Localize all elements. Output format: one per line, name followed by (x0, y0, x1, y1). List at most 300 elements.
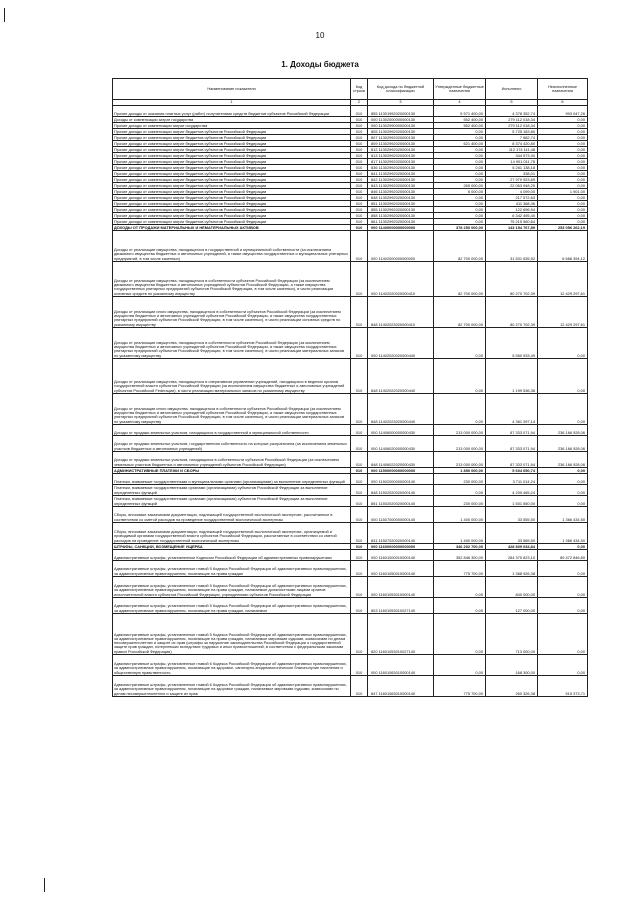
row-executed-cell: 4 209 465,24 (486, 485, 538, 496)
row-approved-cell: 1 850 000,00 (434, 468, 486, 474)
table-row (113, 496, 588, 507)
row-remaining-cell: 0,00 (538, 141, 588, 147)
header-line-code: Код строки (351, 79, 368, 100)
row-name-cell: Доходы от компенсации затрат государства (113, 117, 351, 123)
row-code-cell: 010 (351, 550, 368, 561)
table-row (113, 452, 588, 468)
row-name-cell: Прочие доходы от компенсации затрат бюджетов субъектов Российской Федерации (113, 177, 351, 183)
row-kbk-cell: 000 11302990000000130 (368, 123, 434, 129)
row-executed-cell: 143 154 767,89 (486, 225, 538, 231)
row-kbk-cell: 858 11302992020000130 (368, 213, 434, 219)
row-name-cell: Доходы от реализации имущества, находящегося в собственности субъектов Российской Федерации (за исключением имущества бюджетных и автономных учреждений субъектов Российской Федерации, а также имущества государственных унитарных предприятий субъектов Российской Федерации, в том числе казенных), в части реализации материальных запасов по указанному имуществу (113, 328, 351, 359)
row-name-cell: Прочие доходы от компенсации затрат бюджетов субъектов Российской Федерации (113, 129, 351, 135)
table-row (113, 598, 588, 614)
row-kbk-cell: 000 11600000000000000 (368, 544, 434, 550)
table-row (113, 297, 588, 328)
row-remaining-cell: 236 166 928,06 (538, 436, 588, 452)
row-remaining-cell: 1 366 434,50 (538, 523, 588, 544)
row-approved-cell: 0,00 (434, 485, 486, 496)
table-row (113, 523, 588, 544)
row-approved-cell: 378 250 000,00 (434, 225, 486, 231)
row-approved-cell: 0,00 (434, 195, 486, 201)
table-row (113, 485, 588, 496)
row-name-cell: Платежи, взимаемые государственными органами (организациями) субъектов Российской Федерации за выполнение определенных функций (113, 485, 351, 496)
row-executed-cell: 6 342 495,40 (486, 213, 538, 219)
row-approved-cell: 0,00 (434, 577, 486, 598)
row-code-cell: 010 (351, 485, 368, 496)
row-approved-cell: 0,00 (434, 147, 486, 153)
row-kbk-cell: 820 11601053010027140 (368, 614, 434, 655)
row-approved-cell: 0,00 (434, 129, 486, 135)
row-code-cell: 010 (351, 171, 368, 177)
row-name-cell: Прочие доходы от оказания платных услуг (работ) получателями средств бюджетов субъектов Российской Федерации (113, 106, 351, 117)
row-remaining-cell: 0,00 (538, 183, 588, 189)
row-executed-cell: 33 565,50 (486, 523, 538, 544)
row-code-cell: 010 (351, 655, 368, 676)
row-name-cell: Прочие доходы от компенсации затрат бюджетов субъектов Российской Федерации (113, 183, 351, 189)
row-name-cell: Доходы от реализации имущества, находящегося в собственности субъектов Российской Федерации (за исключением движимого имущества бюджетных и автономных учреждений субъектов Российской Федерации, а также имущества государственных унитарных предприятий субъектов Российской Федерации, в том числе казенных), в части реализации основных средств по указанному имуществу (113, 262, 351, 297)
row-remaining-cell: 0,00 (538, 468, 588, 474)
row-kbk-cell: 803 11601053010027140 (368, 598, 434, 614)
row-remaining-cell: 0,00 (538, 394, 588, 425)
row-executed-cell: 840 000,00 (486, 577, 538, 598)
row-kbk-cell: 842 11302992020000130 (368, 177, 434, 183)
row-executed-cell: 1 199 536,36 (486, 359, 538, 394)
row-name-cell: ШТРАФЫ, САНКЦИИ, ВОЗМЕЩЕНИЕ УЩЕРБА (113, 544, 351, 550)
row-name-cell: Прочие доходы от компенсации затрат бюджетов субъектов Российской Федерации (113, 147, 351, 153)
row-executed-cell: 3 711 014,24 (486, 474, 538, 485)
row-approved-cell: 0,00 (434, 614, 486, 655)
row-code-cell: 010 (351, 159, 368, 165)
row-remaining-cell: 0,00 (538, 117, 588, 123)
row-code-cell: 010 (351, 135, 368, 141)
table-row (113, 507, 588, 523)
row-name-cell: Сборы, вносимые заказчиками документации, подлежащей государственной экологической экспертизе, организуемой и проводимой органами государственной власти субъектов Российской Федерации, рассчитанные в соответствии со сметой расходов на проведение государственной экологической экспертизы (113, 523, 351, 544)
row-approved-cell: 5 571 400,00 (434, 106, 486, 117)
row-code-cell: 010 (351, 468, 368, 474)
row-approved-cell: 0,00 (434, 159, 486, 165)
left-margin-mark-bottom (44, 878, 45, 892)
row-remaining-cell: 0,00 (538, 496, 588, 507)
row-executed-cell: 1 368 926,38 (486, 561, 538, 577)
row-name-cell: Прочие доходы от компенсации затрат государства (113, 123, 351, 129)
row-kbk-cell: 855 11301992020000130 (368, 106, 434, 117)
row-remaining-cell: 0,00 (538, 328, 588, 359)
row-approved-cell: 265 000,00 (434, 183, 486, 189)
row-remaining-cell: 993 047,26 (538, 106, 588, 117)
row-remaining-cell: 0,00 (538, 359, 588, 394)
header-indicator-name: Наименование показателя (113, 79, 351, 100)
row-name-cell: Прочие доходы от компенсации затрат бюджетов субъектов Российской Федерации (113, 189, 351, 195)
table-row (113, 474, 588, 485)
row-remaining-cell: 515 373,71 (538, 676, 588, 697)
column-number: 2 (351, 100, 368, 106)
row-code-cell: 010 (351, 359, 368, 394)
row-kbk-cell: 851 11502020020000140 (368, 496, 434, 507)
row-name-cell: Прочие доходы от компенсации затрат бюджетов субъектов Российской Федерации (113, 219, 351, 225)
row-code-cell: 010 (351, 106, 368, 117)
row-remaining-cell: 12 429 297,61 (538, 262, 588, 297)
row-remaining-cell: 0,00 (538, 207, 588, 213)
row-kbk-cell: 805 11302992020000130 (368, 129, 434, 135)
row-approved-cell: 0,00 (434, 213, 486, 219)
row-approved-cell: 1 400 000,00 (434, 507, 486, 523)
row-name-cell: Прочие доходы от компенсации затрат бюджетов субъектов Российской Федерации (113, 201, 351, 207)
row-name-cell: Прочие доходы от компенсации затрат бюджетов субъектов Российской Федерации (113, 159, 351, 165)
row-remaining-cell: 0,00 (538, 598, 588, 614)
row-name-cell: ДОХОДЫ ОТ ПРОДАЖИ МАТЕРИАЛЬНЫХ И НЕМАТЕРИАЛЬНЫХ АКТИВОВ (113, 225, 351, 231)
row-name-cell: Доходы от продажи земельных участков, находящихся в собственности субъектов Российской Федерации (за исключением земельных участков бюджетных и автономных учреждений субъектов Российской Федерации) (113, 452, 351, 468)
row-kbk-cell: 848 11302992020000130 (368, 195, 434, 201)
row-name-cell: АДМИНИСТРАТИВНЫЕ ПЛАТЕЖИ И СБОРЫ (113, 468, 351, 474)
row-approved-cell: 0,00 (434, 598, 486, 614)
header-executed: Исполнено (486, 79, 538, 100)
row-kbk-cell: 000 11502000000000140 (368, 474, 434, 485)
row-approved-cell: 230 000,00 (434, 496, 486, 507)
row-executed-cell: 260 326,38 (486, 676, 538, 697)
row-remaining-cell: 0,00 (538, 171, 588, 177)
row-approved-cell: 82 700 000,00 (434, 297, 486, 328)
row-kbk-cell: 000 11406000000000430 (368, 425, 434, 436)
row-remaining-cell: 236 166 928,06 (538, 425, 588, 436)
table-row (113, 262, 588, 297)
row-approved-cell: 1 400 000,00 (434, 523, 486, 544)
row-approved-cell: 0,00 (434, 177, 486, 183)
row-executed-cell: 428 809 034,84 (486, 544, 538, 550)
row-approved-cell: 0,00 (434, 153, 486, 159)
column-number: 3 (368, 100, 434, 106)
row-code-cell: 010 (351, 425, 368, 436)
row-kbk-cell: 848 11502020020000140 (368, 485, 434, 496)
row-executed-cell: 7 682,74 (486, 135, 538, 141)
row-approved-cell: 775 700,00 (434, 676, 486, 697)
row-code-cell: 010 (351, 231, 368, 262)
row-executed-cell: 279 112 018,34 (486, 117, 538, 123)
row-approved-cell: 552 400,00 (434, 123, 486, 129)
row-kbk-cell: 809 11302992020000130 (368, 141, 434, 147)
row-executed-cell: 14 901 011,78 (486, 159, 538, 165)
column-number: 5 (486, 100, 538, 106)
table-row (113, 231, 588, 262)
row-name-cell: Доходы от реализации иного имущества, находящегося в собственности субъектов Российской Федерации (за исключением имущества бюджетных и автономных учреждений субъектов Российской Федерации, а также имущества государственных унитарных предприятий субъектов Российской Федерации, в том числе казенных), в части реализации материальных запасов по указанному имуществу (113, 394, 351, 425)
row-kbk-cell: 000 11402020020000410 (368, 262, 434, 297)
row-remaining-cell: 236 166 928,06 (538, 452, 588, 468)
row-remaining-cell: 0,00 (538, 219, 588, 225)
row-code-cell: 010 (351, 207, 368, 213)
row-code-cell: 010 (351, 201, 368, 207)
table-row (113, 676, 588, 697)
row-kbk-cell: 846 11302992020000130 (368, 189, 434, 195)
row-executed-cell: 8 374 420,80 (486, 141, 538, 147)
row-kbk-cell: 848 11402022020000440 (368, 359, 434, 394)
row-code-cell: 010 (351, 436, 368, 452)
row-remaining-cell: 6 668 394,12 (538, 231, 588, 262)
row-approved-cell: 0,00 (434, 207, 486, 213)
row-executed-cell: 87 333 071,94 (486, 452, 538, 468)
row-name-cell: Административные штрафы, установленные главой 5 Кодекса Российской Федерации об административных правонарушениях, за административные правонарушения, посягающие на права граждан, налагаемые мировыми судьями, комиссиями по делам несовершеннолетних и защите их прав (штрафы за нарушение законодательства Российской Федерации о государственной защите прав граждан, потерпевших вследствие трудовых и иных правоотношений, в соответствии с федеральными законами правил Российской Федерации) (113, 614, 351, 655)
row-remaining-cell: 89 472 846,80 (538, 550, 588, 561)
row-name-cell: Доходы от реализации иного имущества, находящегося в собственности субъектов Российской Федерации (за исключением имущества бюджетных и автономных учреждений субъектов Российской Федерации, а также имущества государственных унитарных предприятий субъектов Российской Федерации, в том числе казенных), в части реализации основных средств по указанному имуществу (113, 297, 351, 328)
row-executed-cell: 5 725 183,80 (486, 129, 538, 135)
row-remaining-cell: 0,00 (538, 123, 588, 129)
row-code-cell: 010 (351, 297, 368, 328)
row-approved-cell: 0,00 (434, 219, 486, 225)
row-executed-cell: 217 572,63 (486, 195, 538, 201)
row-remaining-cell: 0,00 (538, 153, 588, 159)
left-margin-mark (4, 8, 5, 22)
row-approved-cell: 82 700 000,00 (434, 231, 486, 262)
row-code-cell: 010 (351, 153, 368, 159)
row-approved-cell: 775 700,00 (434, 561, 486, 577)
table-row (113, 328, 588, 359)
row-code-cell: 010 (351, 523, 368, 544)
row-code-cell: 010 (351, 474, 368, 485)
row-code-cell: 010 (351, 328, 368, 359)
table-row (113, 359, 588, 394)
column-number: 1 (113, 100, 351, 106)
row-kbk-cell: 843 11302992020000130 (368, 183, 434, 189)
row-code-cell: 010 (351, 544, 368, 550)
budget-revenue-table (112, 78, 588, 697)
row-kbk-cell: 861 11302992020000130 (368, 219, 434, 225)
row-kbk-cell: 836 11302992020000130 (368, 165, 434, 171)
column-number: 6 (538, 100, 588, 106)
row-kbk-cell: 000 11402000000000000 (368, 231, 434, 262)
table-row (113, 614, 588, 655)
row-approved-cell: 0,00 (434, 201, 486, 207)
section-title: 1. Доходы бюджета (281, 60, 359, 69)
row-kbk-cell: 000 11302000000000130 (368, 117, 434, 123)
row-name-cell: Административные штрафы, установленные главой 6 Кодекса Российской Федерации об административных правонарушениях, за административные правонарушения, посягающие на здоровье, санитарно-эпидемиологическое благополучие населения и общественную нравственность (113, 655, 351, 676)
table-row (113, 425, 588, 436)
row-code-cell: 010 (351, 129, 368, 135)
row-remaining-cell: 1 366 434,50 (538, 507, 588, 523)
row-executed-cell: 284 375 823,10 (486, 550, 538, 561)
row-executed-cell: 112 174 111,48 (486, 147, 538, 153)
row-approved-cell: 213 000 000,00 (434, 452, 486, 468)
row-name-cell: Платежи, взимаемые государственными и муниципальными органами (организациями) за выполнение определенных функций (113, 474, 351, 485)
header-approved: Утвержденные бюджетные назначения (434, 79, 486, 100)
table-row (113, 655, 588, 676)
row-code-cell: 010 (351, 123, 368, 129)
row-code-cell: 010 (351, 507, 368, 523)
row-name-cell: Прочие доходы от компенсации затрат бюджетов субъектов Российской Федерации (113, 213, 351, 219)
row-name-cell: Доходы от реализации имущества, находящегося в оперативном управлении учреждений, находящихся в ведении органов государственной власти субъектов Российской Федерации (за исключением имущества бюджетных и автономных учреждений субъектов Российской Federации), в части реализации материальных запасов по указанному имуществу (113, 359, 351, 394)
row-kbk-cell: 000 11601000010000140 (368, 550, 434, 561)
row-kbk-cell: 807 11302992020000130 (368, 135, 434, 141)
row-remaining-cell: 1 901,00 (538, 189, 588, 195)
row-kbk-cell: 841 11302992020000130 (368, 171, 434, 177)
row-code-cell: 010 (351, 189, 368, 195)
row-code-cell: 010 (351, 598, 368, 614)
row-code-cell: 010 (351, 614, 368, 655)
row-code-cell: 010 (351, 213, 368, 219)
row-code-cell: 010 (351, 577, 368, 598)
row-executed-cell: 4 378 352,74 (486, 106, 538, 117)
row-code-cell: 010 (351, 225, 368, 231)
row-executed-cell: 33 555,50 (486, 507, 538, 523)
row-executed-cell: 75 215 560,64 (486, 219, 538, 225)
row-executed-cell: 122 696,94 (486, 207, 538, 213)
row-approved-cell: 0,00 (434, 655, 486, 676)
row-kbk-cell: 848 11402023020000410 (368, 297, 434, 328)
row-executed-cell: 338,01 (486, 171, 538, 177)
row-code-cell: 010 (351, 394, 368, 425)
row-kbk-cell: 000 11507000000000140 (368, 507, 434, 523)
row-approved-cell: 230 000,00 (434, 474, 486, 485)
header-classification-code: Код дохода по бюджетной классификации (368, 79, 434, 100)
row-kbk-cell: 000 11601053010000140 (368, 577, 434, 598)
row-executed-cell: 27 970 923,69 (486, 177, 538, 183)
row-approved-cell: 552 400,00 (434, 117, 486, 123)
row-kbk-cell: 000 11500000000000000 (368, 468, 434, 474)
row-code-cell: 010 (351, 183, 368, 189)
row-kbk-cell: 000 11402020020000440 (368, 328, 434, 359)
row-kbk-cell: 855 11302992020000130 (368, 207, 434, 213)
row-approved-cell: 0,00 (434, 135, 486, 141)
row-executed-cell: 344 573,30 (486, 153, 538, 159)
row-executed-cell: 80 270 702,39 (486, 262, 538, 297)
row-name-cell: Прочие доходы от компенсации затрат бюджетов субъектов Российской Федерации (113, 171, 351, 177)
row-name-cell: Прочие доходы от компенсации затрат бюджетов субъектов Российской Федерации (113, 207, 351, 213)
row-code-cell: 010 (351, 147, 368, 153)
row-code-cell: 010 (351, 195, 368, 201)
revenue-table-container (112, 78, 587, 697)
row-approved-cell: 6 000,00 (434, 189, 486, 195)
row-executed-cell: 411 368,36 (486, 201, 538, 207)
row-remaining-cell: 0,00 (538, 159, 588, 165)
row-name-cell: Доходы от реализации имущества, находящегося в государственной и муниципальной собственности (за исключением движимого имущества бюджетных и автономных учреждений, а также имущества государственных и муниципальных унитарных предприятий, в том числе казенных) (113, 231, 351, 262)
table-row (113, 561, 588, 577)
row-name-cell: Платежи, взимаемые государственными органами (организациями) субъектов Российской Федерации за выполнение определенных функций (113, 496, 351, 507)
row-kbk-cell: 848 11406022020000430 (368, 452, 434, 468)
row-approved-cell: 0,00 (434, 394, 486, 425)
row-remaining-cell: 0,00 (538, 129, 588, 135)
row-name-cell: Административные штрафы, установленные главой 6 Кодекса Российской Федерации об административных правонарушениях, за административные правонарушения, посягающие на здоровье граждан, налагаемые мировыми судьями, комиссиями по делам несовершеннолетних и защите их прав (113, 676, 351, 697)
row-name-cell: Прочие доходы от компенсации затрат бюджетов субъектов Российской Федерации (113, 165, 351, 171)
row-code-cell: 010 (351, 177, 368, 183)
row-executed-cell: 279 112 018,34 (486, 123, 538, 129)
row-remaining-cell: 0,00 (538, 577, 588, 598)
table-row (113, 394, 588, 425)
row-executed-cell: 87 333 071,94 (486, 436, 538, 452)
page-number: 10 (315, 31, 325, 40)
header-remaining: Неисполненные назначения (538, 79, 588, 100)
row-executed-cell: 127 000,00 (486, 598, 538, 614)
row-code-cell: 010 (351, 496, 368, 507)
row-code-cell: 010 (351, 262, 368, 297)
row-kbk-cell: 000 11601063010000140 (368, 655, 434, 676)
row-name-cell: Прочие доходы от компенсации затрат бюджетов субъектов Российской Федерации (113, 195, 351, 201)
row-remaining-cell: 0,00 (538, 544, 588, 550)
row-name-cell: Прочие доходы от компенсации затрат бюджетов субъектов Российской Федерации (113, 141, 351, 147)
row-name-cell: Доходы от продажи земельных участков, находящихся в государственной и муниципальной собственности (113, 425, 351, 436)
row-executed-cell: 168 300,00 (486, 655, 538, 676)
row-code-cell: 010 (351, 561, 368, 577)
row-code-cell: 010 (351, 219, 368, 225)
row-kbk-cell: 812 11302992020000130 (368, 147, 434, 153)
row-remaining-cell: 0,00 (538, 195, 588, 201)
row-kbk-cell: 847 11601063010000140 (368, 676, 434, 697)
table-row (113, 106, 588, 117)
row-executed-cell: 87 333 071,94 (486, 425, 538, 436)
row-remaining-cell: 0,00 (538, 614, 588, 655)
row-kbk-cell: 851 11302992020000130 (368, 201, 434, 207)
row-executed-cell: 22 063 948,25 (486, 183, 538, 189)
row-approved-cell: 0,00 (434, 171, 486, 177)
column-number: 4 (434, 100, 486, 106)
table-row (113, 436, 588, 452)
row-approved-cell: 213 000 000,00 (434, 425, 486, 436)
table-body (113, 106, 588, 697)
row-executed-cell: 5 604 650,74 (486, 468, 538, 474)
row-name-cell: Сборы, вносимые заказчиками документации, подлежащей государственной экологической экспертизе, рассчитанные в соответствии со сметой расходов на проведение государственной экологической экспертизы (113, 507, 351, 523)
table-row (113, 550, 588, 561)
row-remaining-cell: 0,00 (538, 147, 588, 153)
row-code-cell: 010 (351, 676, 368, 697)
table-row (113, 577, 588, 598)
row-name-cell: Прочие доходы от компенсации затрат бюджетов субъектов Российской Федерации (113, 153, 351, 159)
row-kbk-cell: 000 11400000000000000 (368, 225, 434, 231)
row-remaining-cell: 12 429 297,61 (538, 297, 588, 328)
row-remaining-cell: 0,00 (538, 474, 588, 485)
row-approved-cell: 0,00 (434, 328, 486, 359)
row-remaining-cell: 0,00 (538, 135, 588, 141)
row-executed-cell: 5 560 933,49 (486, 328, 538, 359)
row-name-cell: Административные штрафы, установленные главой 5 Кодекса Российской Федерации об административных правонарушениях, за административные правонарушения, посягающие на права граждан, налагаемые (113, 598, 351, 614)
row-approved-cell: 352 846 300,00 (434, 550, 486, 561)
row-name-cell: Доходы от продажи земельных участков, государственная собственность на которые разграничена (за исключением земельных участков бюджетных и автономных учреждений) (113, 436, 351, 452)
row-remaining-cell: 0,00 (538, 177, 588, 183)
row-name-cell: Административные штрафы, установленные главой 5 Кодекса Российской Федерации об административных правонарушениях, за административные правонарушения, посягающие на права граждан, налагаемые должностными лицами органов исполнительной власти субъектов Российской Федерации, учреждениями субъектов Российской Федерации (113, 577, 351, 598)
table-header-row (113, 79, 588, 100)
row-remaining-cell: 0,00 (538, 561, 588, 577)
row-remaining-cell: 0,00 (538, 485, 588, 496)
row-executed-cell: 1 501 550,00 (486, 496, 538, 507)
row-kbk-cell: 813 11302992020000130 (368, 153, 434, 159)
row-approved-cell: 82 700 000,00 (434, 262, 486, 297)
row-code-cell: 010 (351, 165, 368, 171)
row-name-cell: Прочие доходы от компенсации затрат бюджетов субъектов Российской Федерации (113, 135, 351, 141)
row-code-cell: 010 (351, 452, 368, 468)
row-approved-cell: 621 400,00 (434, 141, 486, 147)
row-kbk-cell: 817 11302992020000130 (368, 159, 434, 165)
row-remaining-cell: 253 056 262,19 (538, 225, 588, 231)
row-remaining-cell: 0,00 (538, 213, 588, 219)
row-approved-cell: 213 000 000,00 (434, 436, 486, 452)
row-executed-cell: 80 270 702,39 (486, 297, 538, 328)
row-approved-cell: 0,00 (434, 359, 486, 394)
row-code-cell: 010 (351, 141, 368, 147)
row-kbk-cell: 000 11406020000000430 (368, 436, 434, 452)
row-executed-cell: 4 361 397,14 (486, 394, 538, 425)
row-remaining-cell: 0,00 (538, 655, 588, 676)
row-name-cell: Административные штрафы, установленные главой 5 Кодекса Российской Федерации об административных правонарушениях, за административные правонарушения, посягающие на права граждан (113, 561, 351, 577)
row-kbk-cell: 831 11507020020000140 (368, 523, 434, 544)
row-remaining-cell: 0,00 (538, 201, 588, 207)
row-name-cell: Административные штрафы, установленные Кодексом Российской Федерации об административных правонарушениях (113, 550, 351, 561)
row-executed-cell: 5 261 138,18 (486, 165, 538, 171)
row-executed-cell: 713 000,00 (486, 614, 538, 655)
row-code-cell: 010 (351, 117, 368, 123)
row-remaining-cell: 0,00 (538, 165, 588, 171)
row-executed-cell: 31 531 635,52 (486, 231, 538, 262)
row-kbk-cell: 000 11601050010000140 (368, 561, 434, 577)
row-executed-cell: 4 099,00 (486, 189, 538, 195)
row-approved-cell: 346 202 700,00 (434, 544, 486, 550)
row-approved-cell: 0,00 (434, 165, 486, 171)
row-kbk-cell: 848 11402023020000440 (368, 394, 434, 425)
